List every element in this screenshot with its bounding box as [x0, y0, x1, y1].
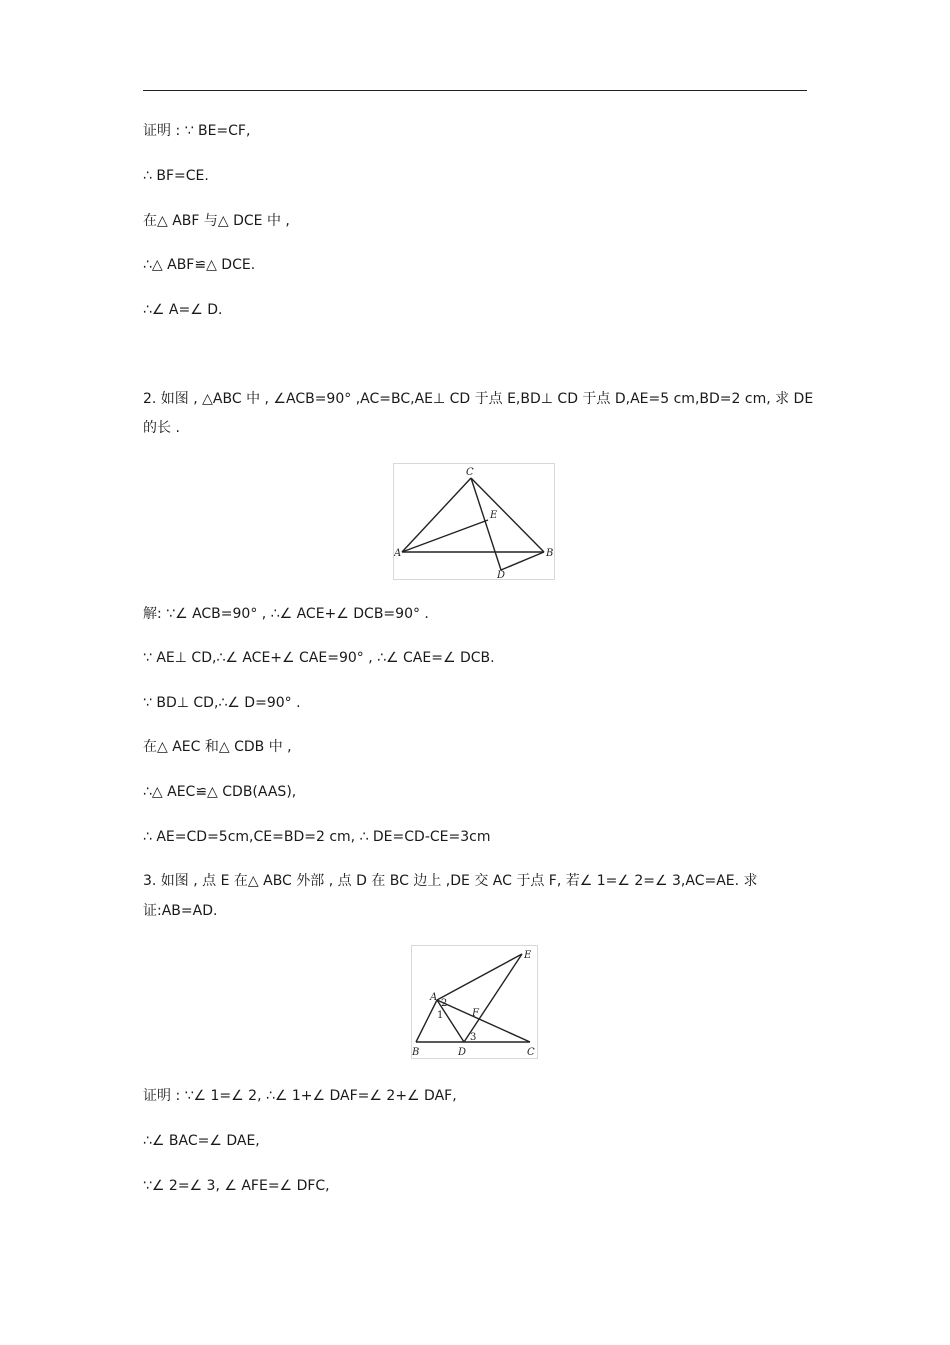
angle-label-2: 2	[441, 998, 448, 1009]
problem2-solution-line-6: ∴ AE=CD=5cm,CE=BD=2 cm, ∴ DE=CD-CE=3cm	[143, 829, 491, 845]
segment-de	[464, 954, 522, 1042]
problem3-proof-line-2: ∴∠ BAC=∠ DAE,	[143, 1133, 260, 1149]
problem2-figure	[393, 463, 555, 580]
angle-label-1: 1	[437, 1010, 444, 1021]
angle-label-3: 3	[470, 1032, 477, 1043]
label-d: D	[458, 1047, 467, 1058]
problem3-statement-line-2: 证:AB=AD.	[143, 903, 218, 919]
problem2-statement-line-1: 2. 如图 , △ABC 中 , ∠ACB=90° ,AC=BC,AE⊥ CD 于点 E,BD⊥ CD 于点 D,AE=5 cm,BD=2 cm, 求 DE	[143, 391, 814, 407]
label-e: E	[524, 950, 532, 961]
label-f: F	[472, 1008, 479, 1019]
problem2-solution-line-4: 在△ AEC 和△ CDB 中 ,	[143, 739, 292, 755]
problem3-statement-line-1: 3. 如图 , 点 E 在△ ABC 外部 , 点 D 在 BC 边上 ,DE 交 AC 于点 F, 若∠ 1=∠ 2=∠ 3,AC=AE. 求	[143, 873, 758, 889]
proof1-line-5: ∴∠ A=∠ D.	[143, 302, 223, 318]
label-c: C	[466, 467, 474, 478]
label-a: A	[430, 992, 438, 1003]
segment-ae	[402, 520, 488, 552]
segment-ac	[402, 478, 471, 552]
label-b: B	[546, 548, 554, 559]
problem2-solution-line-3: ∵ BD⊥ CD,∴∠ D=90° .	[143, 695, 301, 711]
label-a: A	[394, 548, 402, 559]
label-d: D	[497, 570, 506, 579]
proof1-line-2: ∴ BF=CE.	[143, 168, 209, 184]
label-e: E	[490, 510, 498, 521]
proof1-line-1: 证明 : ∵ BE=CF,	[143, 123, 251, 139]
segment-cb	[471, 478, 544, 552]
segment-ae	[437, 954, 522, 1000]
problem3-proof-line-3: ∵∠ 2=∠ 3, ∠ AFE=∠ DFC,	[143, 1178, 330, 1194]
triangle-abc-diagram	[394, 464, 554, 579]
problem2-solution-line-1: 解: ∵∠ ACB=90° , ∴∠ ACE+∠ DCB=90° .	[143, 606, 429, 622]
segment-ab	[416, 1000, 437, 1042]
triangle-abc-exterior-e-diagram	[412, 946, 537, 1058]
proof1-line-3: 在△ ABF 与△ DCE 中 ,	[143, 213, 290, 229]
segment-db	[501, 552, 544, 570]
problem2-statement-line-2: 的长 .	[143, 420, 180, 436]
proof1-line-4: ∴△ ABF≌△ DCE.	[143, 257, 256, 273]
label-b: B	[412, 1047, 420, 1058]
header-rule	[143, 90, 807, 91]
problem2-solution-line-5: ∴△ AEC≌△ CDB(AAS),	[143, 784, 297, 800]
problem3-figure	[411, 945, 538, 1059]
problem3-proof-line-1: 证明 : ∵∠ 1=∠ 2, ∴∠ 1+∠ DAF=∠ 2+∠ DAF,	[143, 1088, 457, 1104]
problem2-solution-line-2: ∵ AE⊥ CD,∴∠ ACE+∠ CAE=90° , ∴∠ CAE=∠ DCB.	[143, 650, 495, 666]
label-c: C	[527, 1047, 535, 1058]
